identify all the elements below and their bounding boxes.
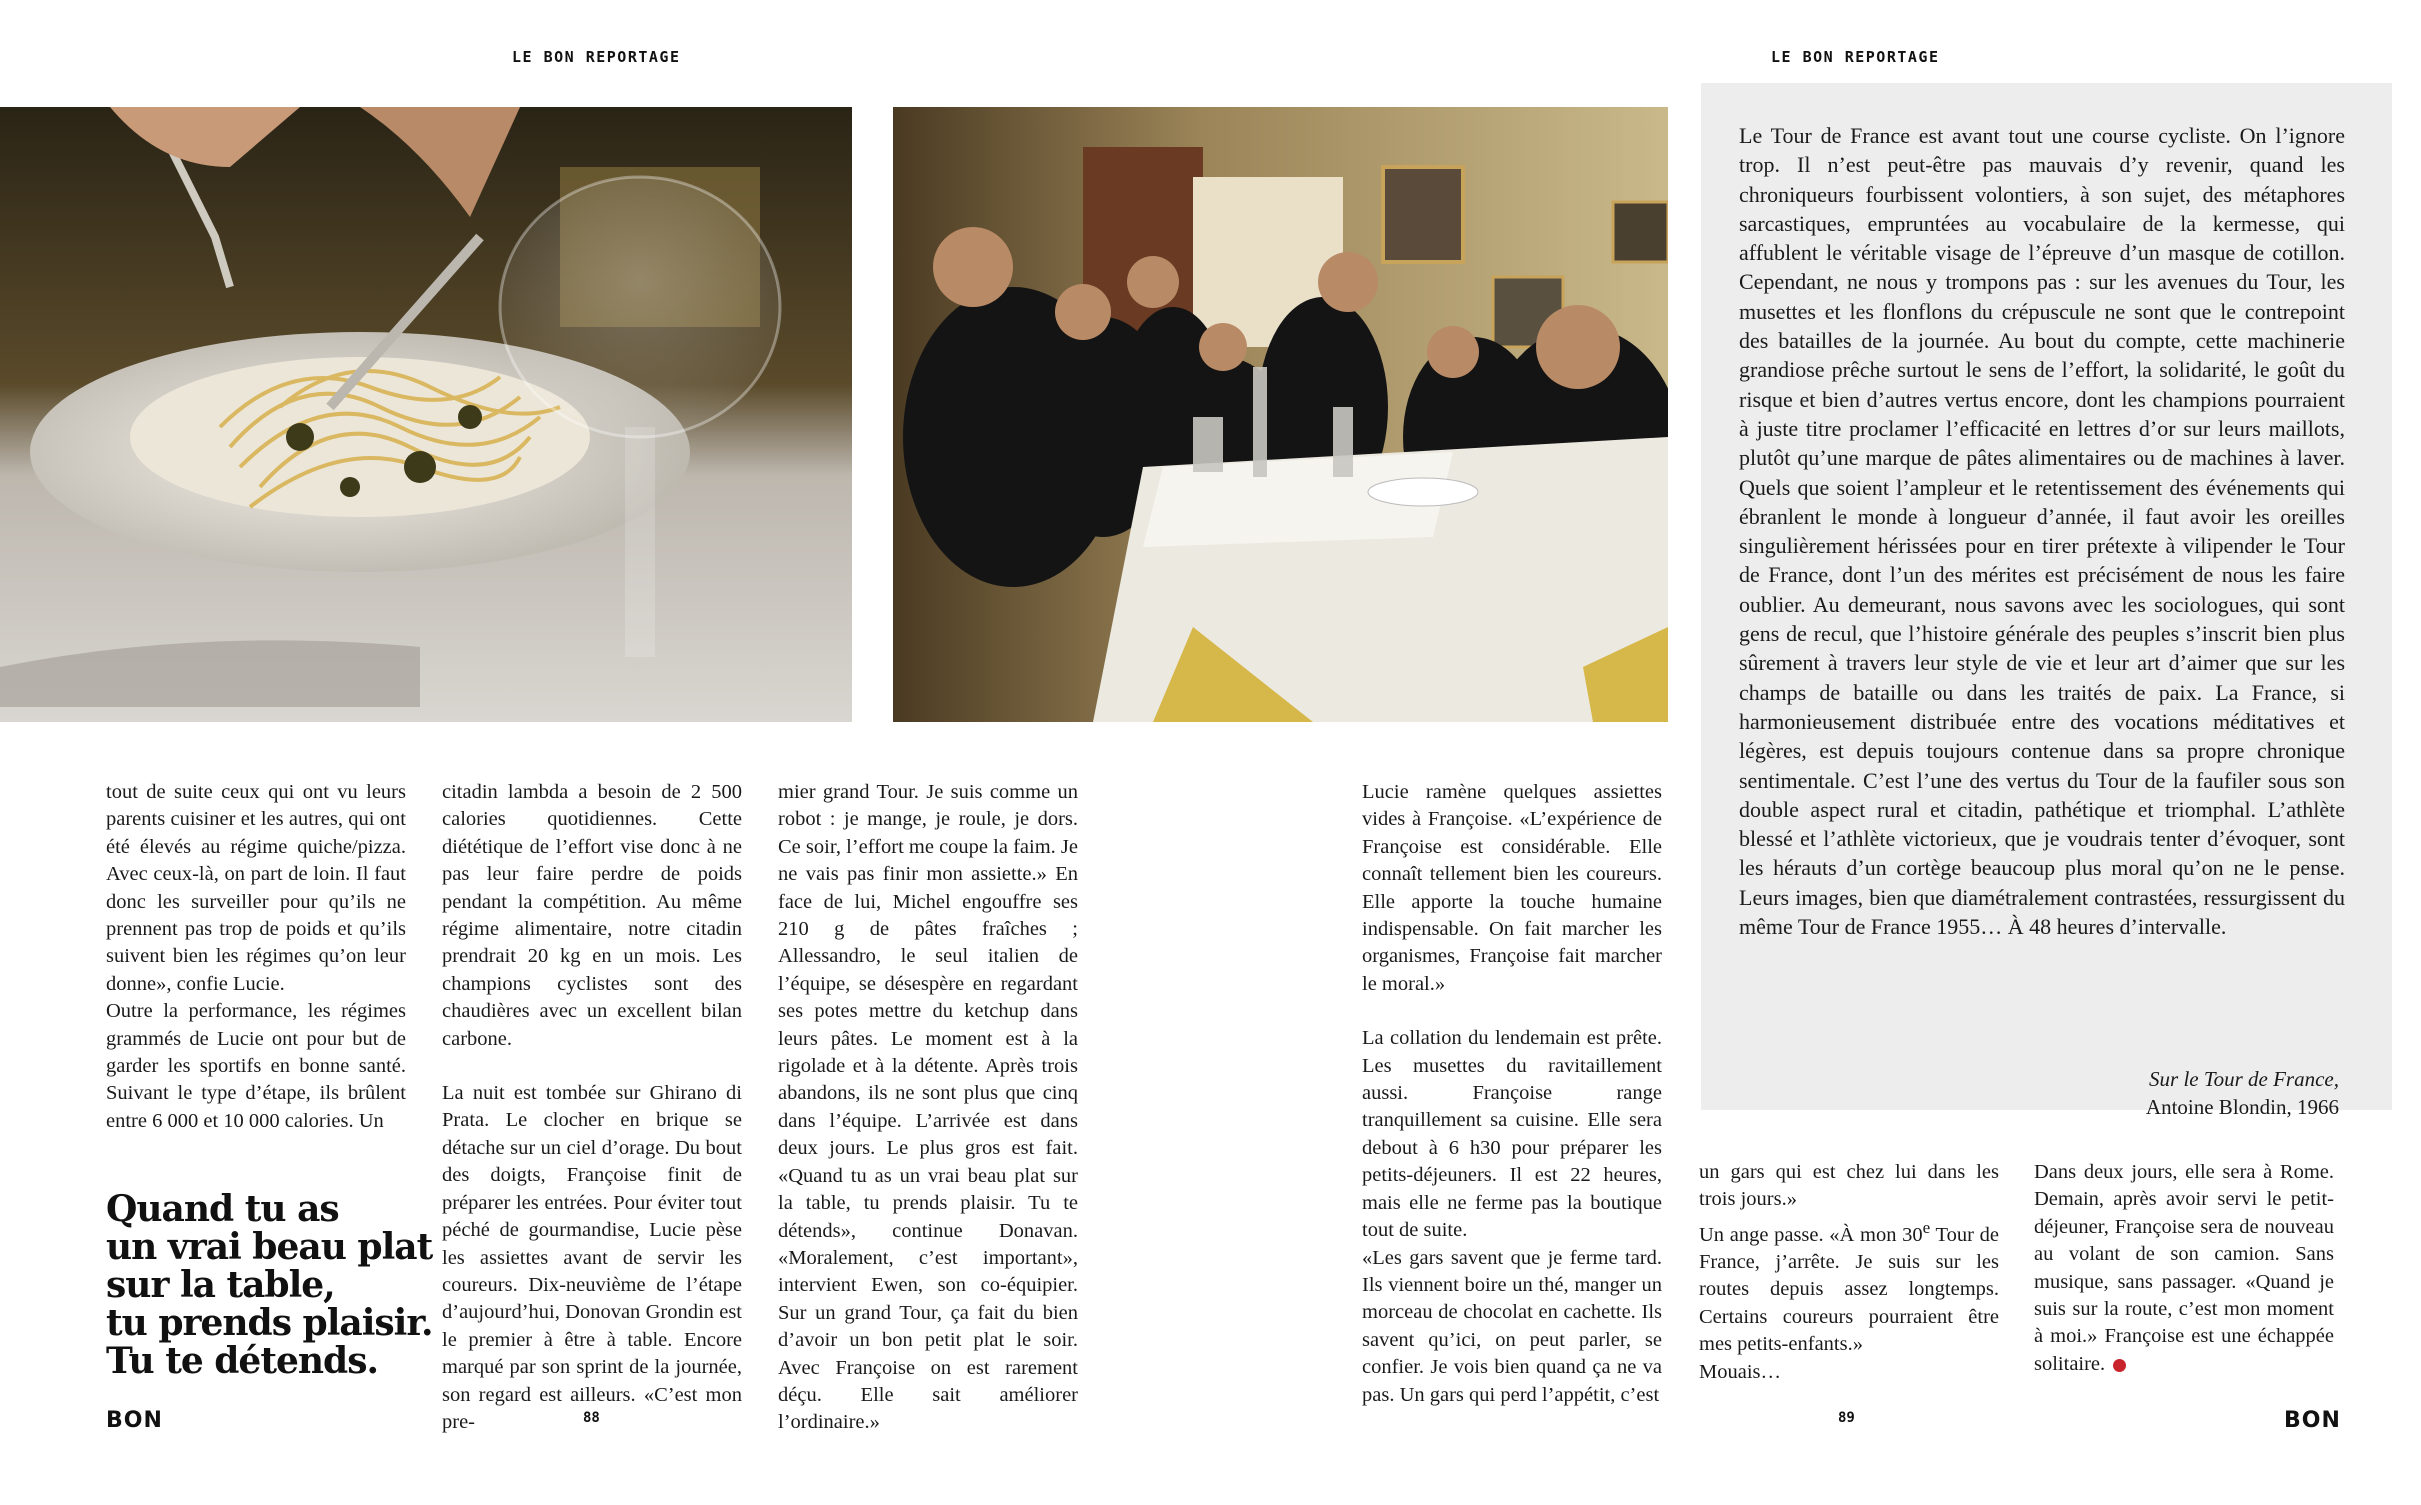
- pull-quote-line: sur la table,: [106, 1264, 335, 1306]
- pull-quote-line: tu prends plaisir.: [106, 1302, 433, 1344]
- team-dinner-icon: [893, 107, 1668, 722]
- quote-source-author: Antoine Blondin, 1966: [2145, 1095, 2339, 1119]
- column-2-paragraph-1: citadin lambda a besoin de 2 500 calories quotidiennes. Cette diététique de l’effort vise donc à ne pas leur faire perdre de poids pendant la compétition. Au même régime alimentaire, notre citadin prendrait 20 kg en un mois. Les champions cyclistes sont des chaudières avec un excellent bilan carbone.: [442, 781, 742, 1050]
- pull-quote-line: un vrai beau plat: [106, 1226, 433, 1268]
- column-4-paragraph-3: «Les gars savent que je ferme tard. Ils viennent boire un thé, manger un morceau de chocolat en cachette. Ils savent qu’ici, on peut parler, se confier. Je vois bien quand ça ne va pas. Un gars qui perd l’appétit, c’est: [1362, 1246, 1662, 1406]
- column-5: [1699, 1159, 1999, 1386]
- pull-quote: [106, 1188, 433, 1382]
- pasta-plate-icon: [0, 107, 852, 722]
- right-page-kicker: LE BON REPORTAGE: [1771, 48, 1940, 66]
- pull-quote-line: Quand tu as: [106, 1188, 339, 1230]
- brand-logo-left: BON: [106, 1408, 163, 1433]
- ordinal-superscript: e: [1922, 1217, 1931, 1237]
- column-2-paragraph-2: La nuit est tombée sur Ghirano di Prata. Le clocher en brique se détache sur un ciel d’orage. Du bout des doigts, Françoise finit de préparer les entrées. Pour éviter tout péché de gourmandise, Lucie pèse les assiettes avant de servir les coureurs. Dix-neuvième de l’étape d’aujourd’hui, Donovan Grondin est le premier à être à table. Encore marqué par son sprint de la journée, son regard est ailleurs. «C’est mon pre-: [442, 1082, 742, 1433]
- column-5-paragraph-2: [1699, 1214, 1999, 1359]
- column-5-paragraph-1: un gars qui est chez lui dans les trois jours.»: [1699, 1161, 1999, 1211]
- quote-source-title: Sur le Tour de France,: [2149, 1067, 2339, 1091]
- column-2: [442, 779, 742, 1436]
- pull-quote-line: Tu te détends.: [106, 1340, 379, 1382]
- column-5-text-a: Un ange passe. «À mon 30: [1699, 1223, 1923, 1246]
- column-5-paragraph-3: Mouais…: [1699, 1360, 1781, 1383]
- column-4-paragraph-2: La collation du lendemain est prête. Les musettes du ravitaillement aussi. Françoise range tranquillement sa cuisine. Elle sera debout à 6 h30 pour préparer les petits-déjeuners. Il est 22 heures, mais elle ne ferme pas la boutique tout de suite.: [1362, 1027, 1662, 1242]
- page-number-left: 88: [583, 1410, 600, 1426]
- column-1: [106, 779, 406, 1135]
- brand-logo-right: BON: [2284, 1408, 2341, 1433]
- column-6: [2034, 1159, 2334, 1378]
- quote-box-text: Le Tour de France est avant tout une course cycliste. On l’ignore trop. Il n’est peut-être pas mauvais d’y revenir, quand les chroniqueurs fourbissent volontiers, à son sujet, des métaphores sarcastiques, empruntées au vocabulaire de la kermesse, qui affublent le véritable visage de l’épreuve d’un masque de cotillon. Cependant, ne nous y trompons pas : sur les avenues du Tour, les musettes et les flonflons du crépuscule ne sont que le contrepoint des batailles de la journée. Au bout du compte, cette machinerie grandiose prêche surtout le sens de l’effort, la solidarité, le goût du risque et bien d’autres vertus encore, dont les champions pourraient à juste titre proclamer l’efficacité en lettres d’or sur leurs maillots, plutôt qu’une marque de pâtes alimentaires ou de machines à laver. Quels que soient l’ampleur et le retentissement des événements qui ébranlent le monde à longueur d’année, il faut avoir les oreilles singulièrement hérissées pour en tirer prétexte à vilipender le Tour de France, dont l’un des mérites est précisément de nous les faire oublier. Au demeurant, nous savons avec les sociologues, qui sont gens de recul, que l’histoire générale des peuples s’inscrit bien plus sûrement à travers leur style de vie et leur art d’aimer que sur les champs de bataille ou dans les traités de paix. La France, si harmonieusement distribuée entre des vocations méditatives et légères, est depuis toujours contenue dans sa propre chronique sentimentale. C’est l’une des vertus du Tour de la faufiler sous son double aspect rural et citadin, pathétique et triomphal. L’athlète blessé et l’athlète victorieux, que je voudrais tenter d’évoquer, sont les hérauts d’un cortège beaucoup plus moral qu’on ne le pense. Leurs images, bien que diamétralement contrastées, ressurgissent du même Tour de France 1955… À 48 heures d’intervalle.: [1739, 123, 2345, 940]
- column-3: [778, 779, 1078, 1437]
- page-number-right: 89: [1838, 1410, 1855, 1426]
- photo-team-dinner: [893, 107, 1668, 722]
- quote-source: [2146, 1065, 2339, 1121]
- quote-box: [1701, 83, 2392, 1119]
- column-6-paragraph-1: [2034, 1159, 2334, 1378]
- photo-pasta-plate: [0, 107, 852, 722]
- column-6-text: Dans deux jours, elle sera à Rome. Demain, après avoir servi le petit-déjeuner, Françoise sera de nouveau au volant de son camion. Sans musique, sans passager. «Quand je suis sur la route, c’est mon moment à moi.» Françoise est une échappée solitaire.: [2034, 1161, 2334, 1375]
- column-5-text-b: Tour de France, j’arrête. Je suis sur les routes depuis assez longtemps. Certains coureurs pourraient être mes petits-enfants.»: [1699, 1223, 1999, 1356]
- column-1-paragraph-1: tout de suite ceux qui ont vu leurs parents cuisiner et les autres, qui ont été élevés au régime quiche/pizza. Avec ceux-là, on part de loin. Il faut donc les surveiller pour qu’ils ne prennent pas trop de poids et qu’ils suivent bien les régimes qu’on leur donne», confie Lucie.: [106, 781, 406, 995]
- column-1-paragraph-2: Outre la performance, les régimes grammés de Lucie ont pour but de garder les sportifs en bonne santé. Suivant le type d’étape, ils brûlent entre 6 000 et 10 000 calories. Un: [106, 1000, 406, 1132]
- end-mark-dot-icon: [2113, 1359, 2126, 1372]
- column-4-paragraph-1: Lucie ramène quelques assiettes vides à Françoise. «L’expérience de Françoise est considérable. Elle connaît tellement bien les coureurs. Elle apporte la touche humaine indispensable. On fait marcher les organismes, Françoise fait marcher le moral.»: [1362, 781, 1662, 995]
- left-page-kicker: LE BON REPORTAGE: [512, 48, 681, 66]
- column-4: [1362, 779, 1662, 1409]
- column-3-paragraph-1: mier grand Tour. Je suis comme un robot : je mange, je roule, je dors. Ce soir, l’effort me coupe la faim. Je ne vais pas finir mon assiette.» En face de lui, Michel engouffre ses 210 g de pâtes fraîches ; Allessandro, le seul italien de l’équipe, se désespère en regardant ses potes mettre du ketchup dans leurs pâtes. Le moment est à la rigolade et à la détente. Après trois abandons, ils ne sont plus que cinq dans l’équipe. L’arrivée est dans deux jours. Le plus gros est fait. «Quand tu as un vrai beau plat sur la table, tu prends plaisir. Tu te détends», continue Donavan. «Moralement, c’est important», intervient Ewen, son co-équipier. Sur un grand Tour, ça fait du bien d’avoir un bon petit plat le soir. Avec Françoise on est rarement déçu. Elle sait améliorer l’ordinaire.»: [778, 781, 1078, 1434]
